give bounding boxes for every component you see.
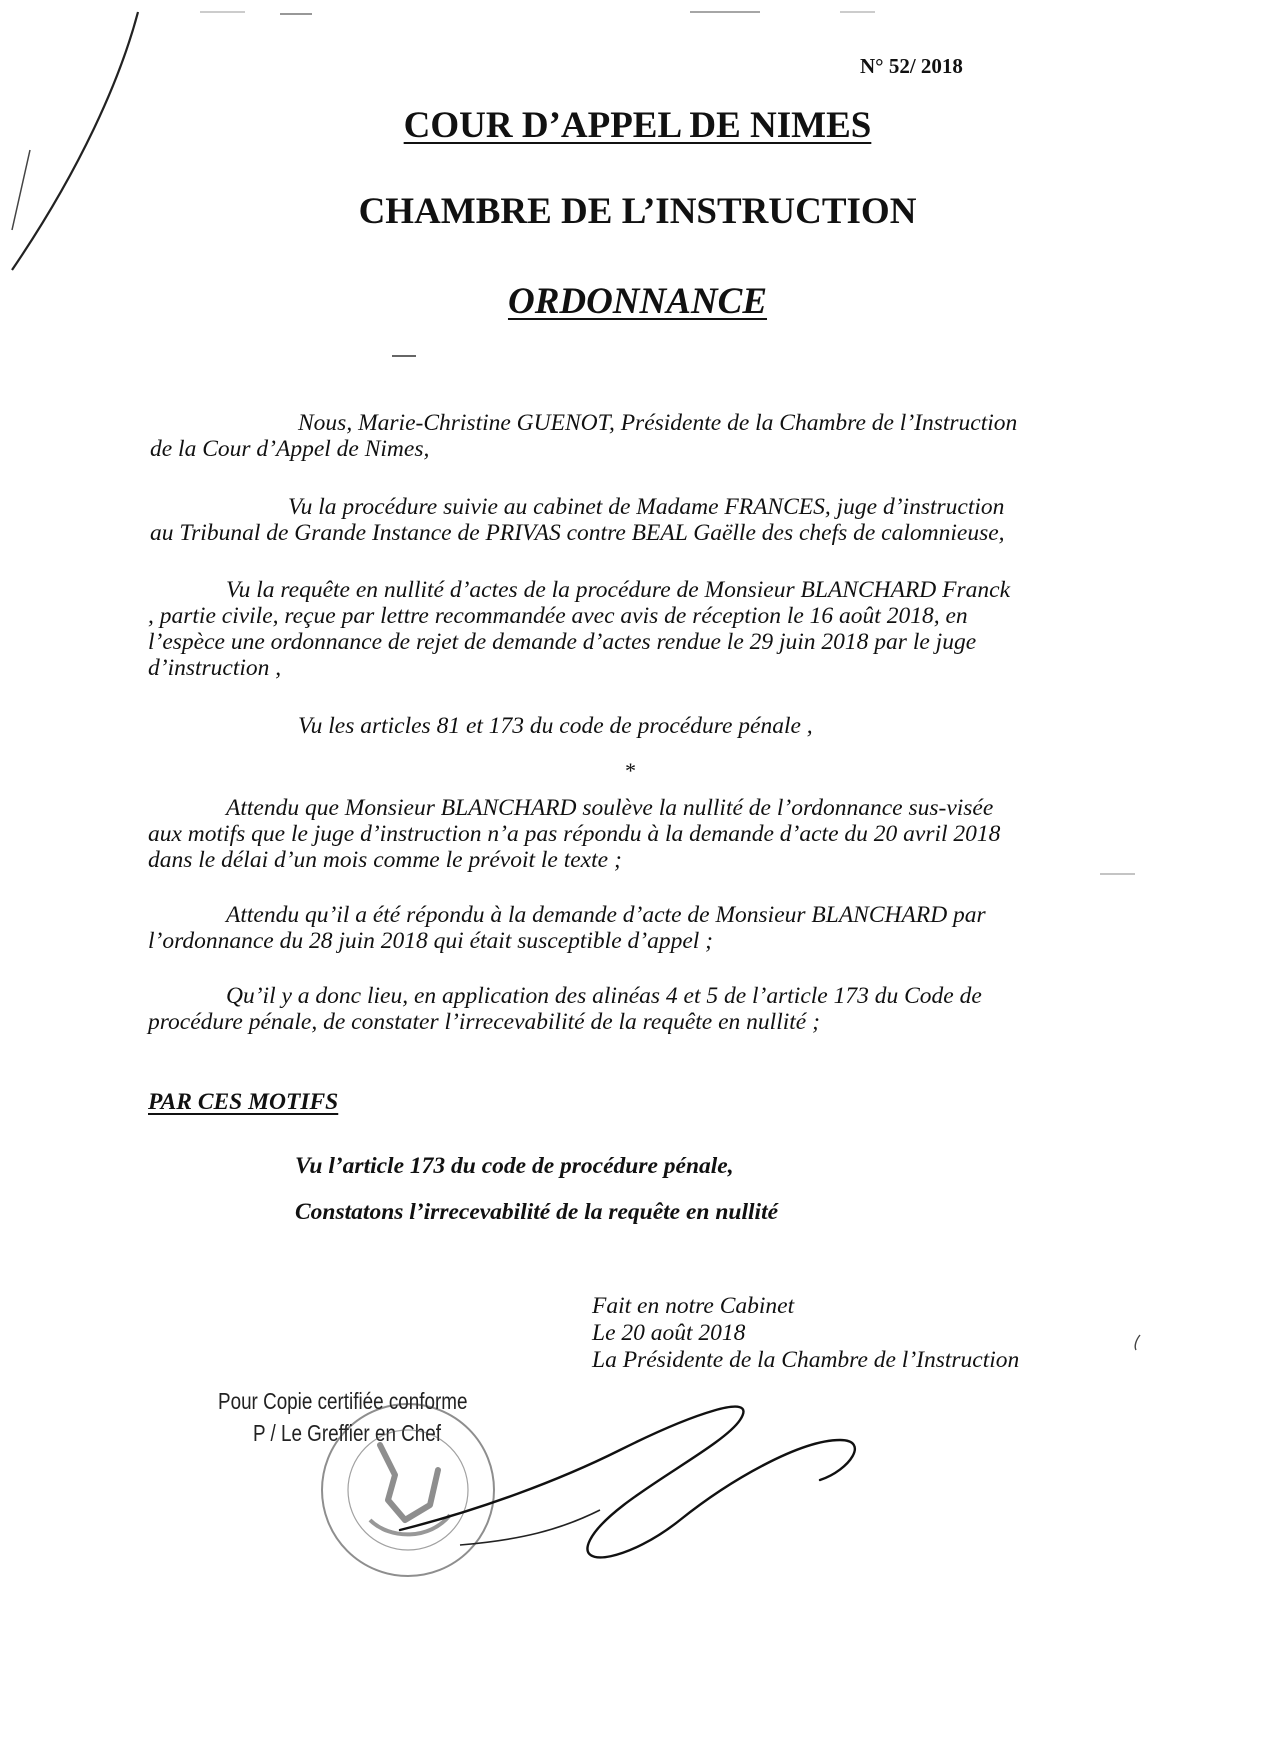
paragraph-line: procédure pénale, de constater l’irrecevabilité de la requête en nullité ; [148,1009,820,1035]
certification-line-1: Pour Copie certifiée conforme [218,1388,468,1414]
paragraph-line: Attendu que Monsieur BLANCHARD soulève la nullité de l’ordonnance sus-visée [226,795,994,821]
paragraph-line: Qu’il y a donc lieu, en application des alinéas 4 et 5 de l’article 173 du Code de [226,983,982,1009]
paragraph-line: Attendu qu’il a été répondu à la demande d’acte de Monsieur BLANCHARD par [226,902,986,928]
section-separator: * [624,758,635,783]
paragraph-line: de la Cour d’Appel de Nimes, [150,436,430,462]
paragraph-line: Nous, Marie-Christine GUENOT, Présidente de la Chambre de l’Instruction [298,410,1018,436]
closing-date: Le 20 août 2018 [592,1320,746,1346]
motifs-heading: PAR CES MOTIFS [148,1089,339,1115]
paragraph-line: l’ordonnance du 28 juin 2018 qui était susceptible d’appel ; [148,928,713,954]
document-number: N° 52/ 2018 [860,54,963,78]
paragraph-line: d’instruction , [148,655,282,681]
decision-ruling: Constatons l’irrecevabilité de la requête en nullité [295,1199,779,1225]
paragraph-line: , partie civile, reçue par lettre recommandée avec avis de réception le 16 août 2018, en [148,603,968,629]
certification-line-2: P / Le Greffier en Chef [253,1420,442,1446]
chamber-title: CHAMBRE DE L’INSTRUCTION [358,191,917,232]
paragraph-line: dans le délai d’un mois comme le prévoit le texte ; [148,847,622,873]
paragraph-line: aux motifs que le juge d’instruction n’a pas répondu à la demande d’acte du 20 avril 2018 [148,821,1001,847]
closing-signatory: La Présidente de la Chambre de l’Instruction [592,1347,1020,1373]
court-title: COUR D’APPEL DE NIMES [403,105,872,146]
decision-article: Vu l’article 173 du code de procédure pénale, [295,1153,734,1179]
closing-place: Fait en notre Cabinet [592,1293,795,1319]
court-stamp-icon [322,1404,494,1576]
paragraph-line: Vu la procédure suivie au cabinet de Madame FRANCES, juge d’instruction [288,494,1005,520]
paragraph-line: au Tribunal de Grande Instance de PRIVAS contre BEAL Gaëlle des chefs de calomnieuse, [150,520,1005,546]
paragraph-line: l’espèce une ordonnance de rejet de demande d’actes rendue le 29 juin 2018 par le juge [148,629,977,655]
document-type-title: ORDONNANCE [507,281,768,322]
paragraph-line: Vu les articles 81 et 173 du code de procédure pénale , [298,713,813,739]
paragraph-line: Vu la requête en nullité d’actes de la procédure de Monsieur BLANCHARD Franck [226,577,1011,603]
